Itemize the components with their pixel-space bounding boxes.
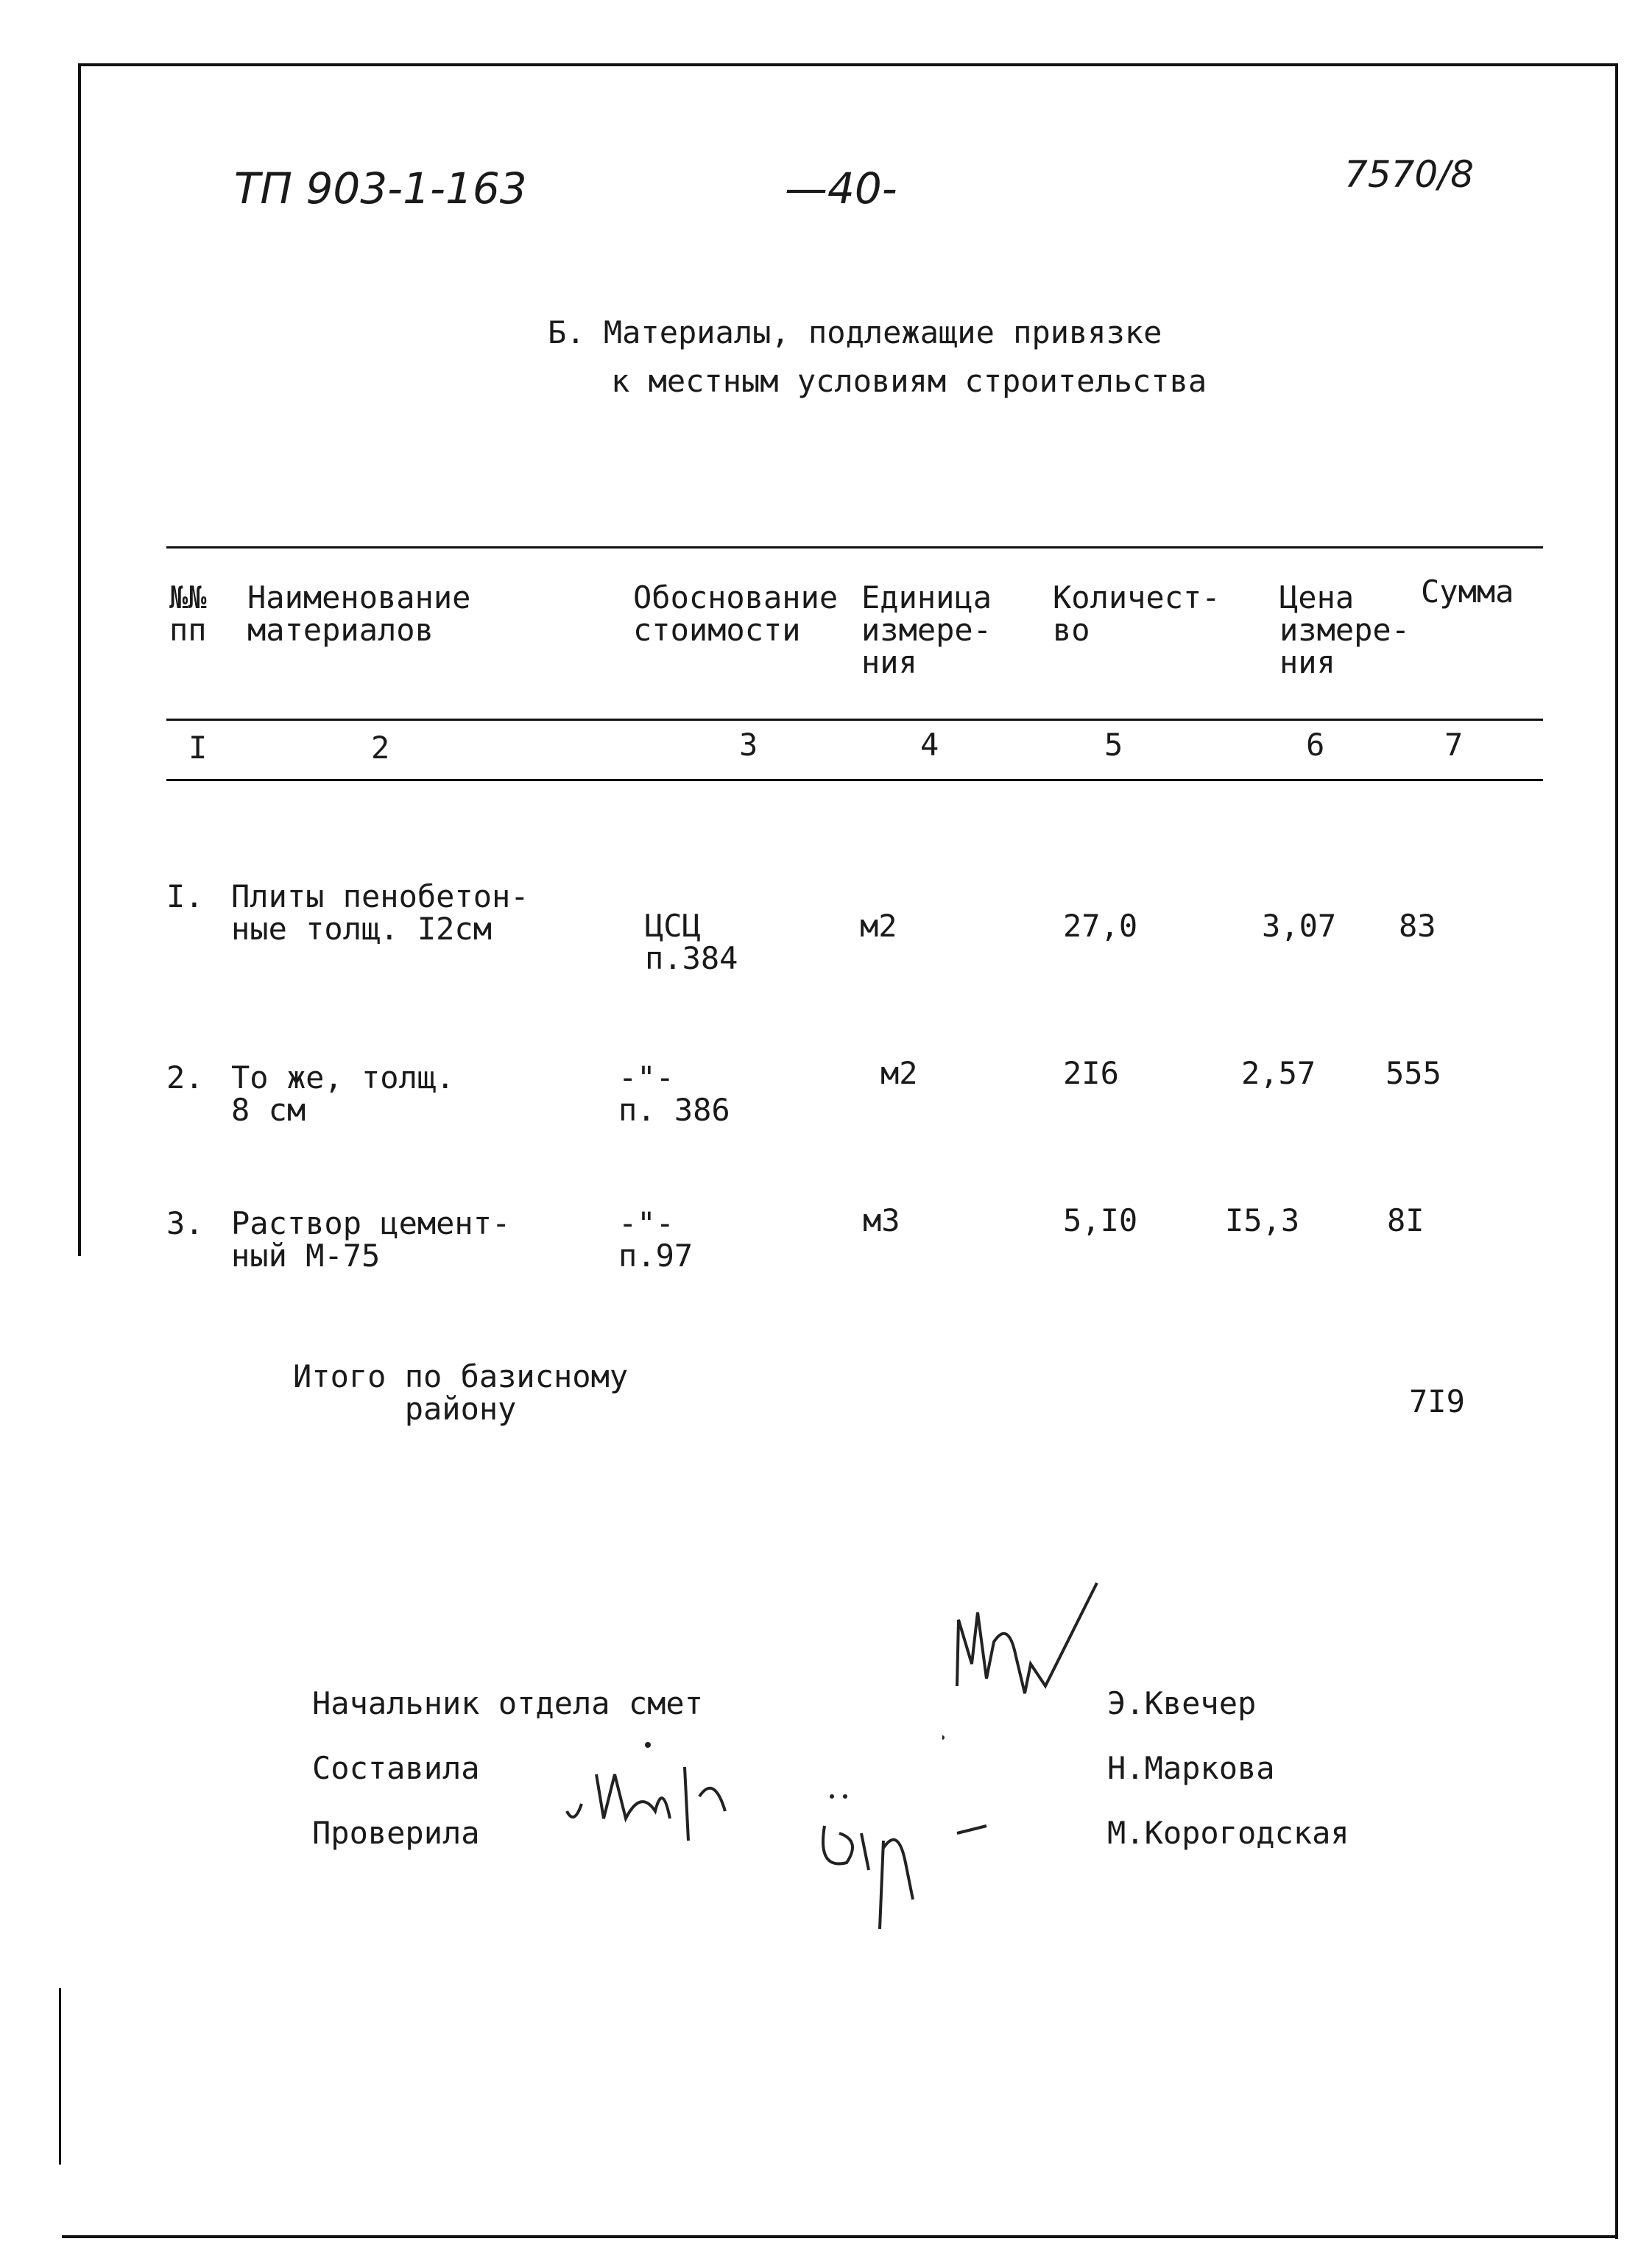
signature-role-1: Начальник отдела смет [312,1685,704,1721]
col-header-qty: Количест- во [1053,579,1221,648]
row2-basis: -"- п. 386 [618,1059,730,1128]
total-value: 7I9 [1409,1383,1465,1419]
signature-name-2: Н.Маркова [1107,1750,1275,1786]
table-top-rule [166,546,1543,549]
row2-name: То же, толщ. 8 см [231,1059,455,1128]
signature-name-3: М.Корогодская [1107,1815,1349,1851]
frame-bottom [62,2235,1618,2238]
row1-unit: м2 [860,908,897,944]
row1-basis: ЦСЦ п.384 [645,908,738,976]
section-title-line2: к местным условиям строительства [611,363,1207,399]
row3-number: 3. [166,1205,204,1241]
col-number-3: 3 [739,727,758,763]
section-title-line1: Б. Материалы, подлежащие привязке [548,314,1162,350]
row1-sum: 83 [1399,908,1436,944]
signature-role-3: Проверила [312,1815,480,1851]
doc-code: ТП 903-1-163 [234,163,527,214]
total-label: Итого по базисному району [293,1358,629,1427]
col-header-name: Наименование материалов [247,579,471,648]
frame-top [80,63,1618,66]
row2-sum: 555 [1386,1055,1441,1091]
row3-name: Раствор цемент- ный М-75 [231,1205,511,1274]
row2-number: 2. [166,1059,204,1096]
col-number-7: 7 [1444,727,1464,763]
row3-unit: м3 [863,1202,900,1238]
col-header-unit: Единица измере- ния [861,579,992,680]
row1-price: 3,07 [1262,908,1337,944]
row1-qty: 27,0 [1063,908,1138,944]
sheet-reference: 7570/8 [1344,153,1474,196]
header-bottom-rule [166,719,1543,721]
col-number-5: 5 [1104,727,1123,763]
row2-price: 2,57 [1241,1055,1316,1091]
page-number: —40- [785,163,897,214]
col-number-2: 2 [371,730,390,766]
row2-unit: м2 [880,1055,918,1091]
frame-left-lower [59,1988,61,2165]
row3-qty: 5,I0 [1063,1202,1138,1238]
signature-scribble-head [942,1576,1104,1745]
signature-scribble-checker [810,1767,1001,1936]
signature-name-1: Э.Квечер [1107,1685,1257,1721]
row3-basis: -"- п.97 [618,1205,693,1274]
col-header-sum: Сумма [1421,574,1514,610]
signature-role-2: Составила [312,1750,480,1786]
signature-scribble-compiler [560,1730,751,1848]
col-header-price: Цена измере- ния [1279,579,1411,680]
col-number-4: 4 [920,727,939,763]
colnum-bottom-rule [166,779,1543,781]
frame-left [78,63,81,1256]
col-header-basis: Обоснование стоимости [633,579,839,648]
col-header-number: №№ пп [169,579,207,648]
row1-name: Плиты пенобетон- ные толщ. I2см [231,878,529,947]
row3-sum: 8I [1387,1202,1425,1238]
row2-qty: 2I6 [1063,1055,1119,1091]
col-number-1: I [188,730,208,766]
col-number-6: 6 [1306,727,1325,763]
row3-price: I5,3 [1225,1202,1300,1238]
row1-number: I. [166,878,204,914]
frame-right [1615,63,1618,2239]
